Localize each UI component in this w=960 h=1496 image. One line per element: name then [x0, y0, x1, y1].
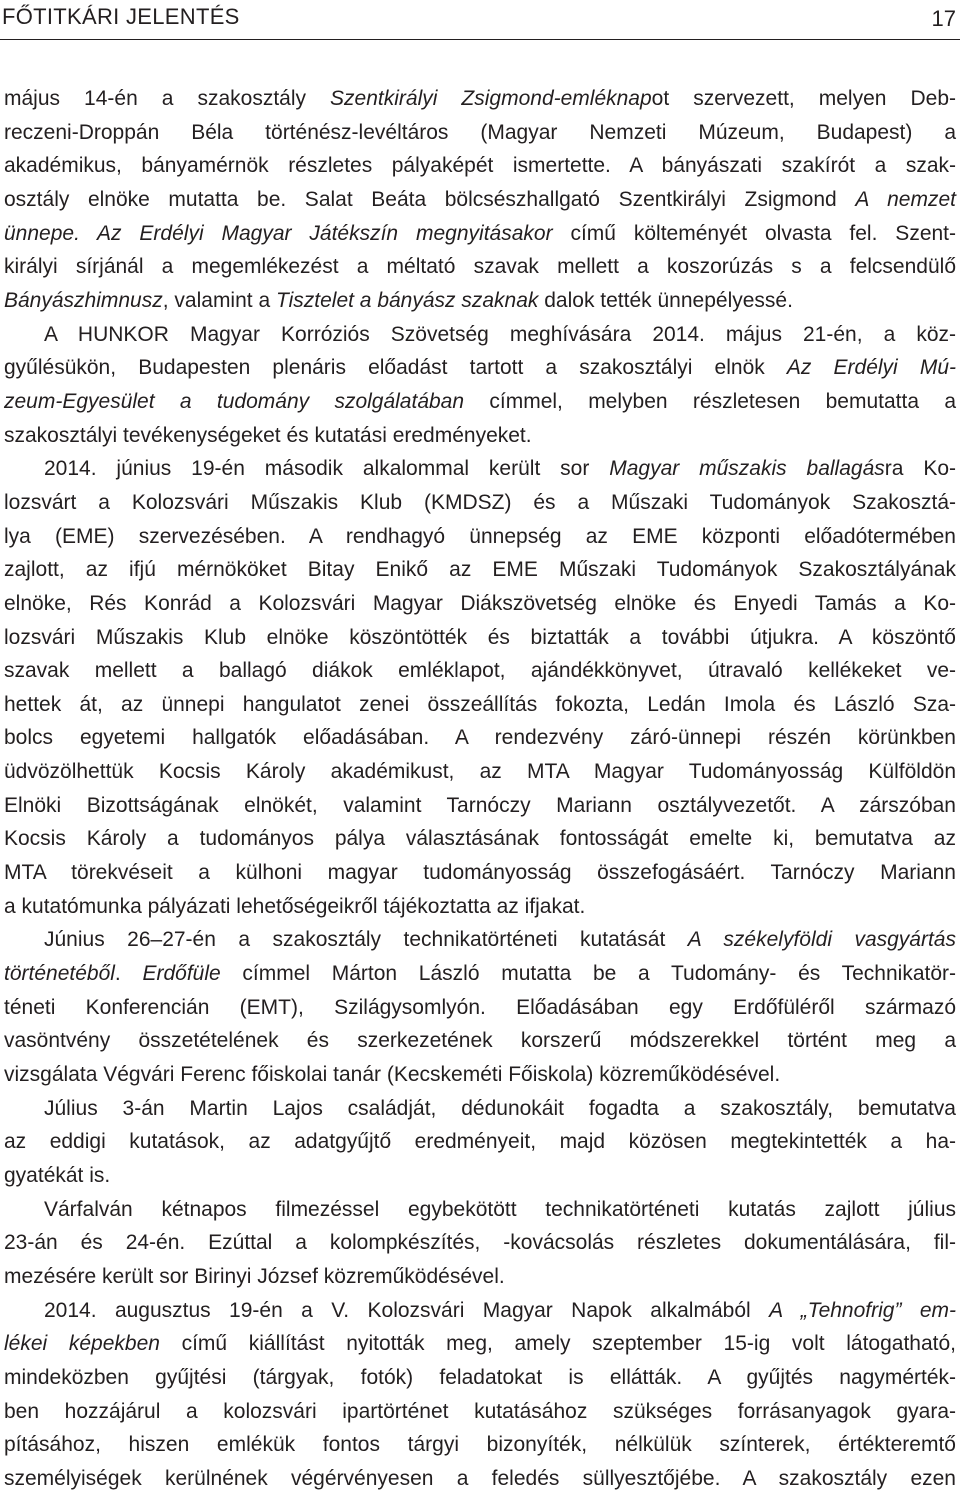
text-run: hettek át, az ünnepi hangulatot zenei összeállítás fokozta, Ledán Imola és László Sza-: [4, 692, 956, 716]
text-line: [4, 452, 956, 486]
text-line: [4, 621, 956, 655]
text-line: [4, 419, 956, 453]
text-line: [4, 1428, 956, 1462]
text-run: vizsgálata Végvári Ferenc főiskolai tanár (Kecskeméti Főiskola) közreműködésével.: [4, 1063, 781, 1087]
text-run: Várfalván kétnapos filmezéssel egybekötött technikatörténeti kutatás zajlott július: [44, 1197, 956, 1221]
italic-title: Erdőfüle: [142, 962, 221, 986]
text-line: [4, 721, 956, 755]
text-line: [4, 1361, 956, 1395]
text-line: [4, 1294, 956, 1328]
text-line: [4, 250, 956, 284]
italic-title: ünnepe. Az Erdélyi Magyar Játékszín megnyitásakor: [4, 221, 553, 245]
text-line: [4, 957, 956, 991]
text-run: mezésére került sor Birinyi József közreműködésével.: [4, 1264, 505, 1288]
text-run: 2014. június 19-én második alkalommal került sor: [44, 457, 610, 481]
text-run: dalok tették ünnepélyessé.: [538, 288, 793, 312]
text-line: [4, 553, 956, 587]
text-line: [4, 1092, 956, 1126]
text-line: [4, 1193, 956, 1227]
text-line: [4, 890, 956, 924]
text-line: [4, 520, 956, 554]
text-run: a kutatómunka pályázati lehetőségeikről tájékoztatta az ifjakat.: [4, 894, 586, 918]
text-run: ot szervezett, melyen Deb-: [651, 87, 956, 110]
text-run: téneti Konferencián (EMT), Szilágysomlyón. Előadásában egy Erdőfüléről származó: [4, 995, 956, 1019]
text-run: szavak mellett a ballagó diákok emléklapot, ajándékkönyvet, útravaló kellékeket ve-: [4, 659, 956, 683]
text-run: akadémikus, bányamérnök részletes pályaképét ismertette. A bányászati szakírót a szak-: [4, 154, 956, 178]
text-line: [4, 217, 956, 251]
text-line: [4, 654, 956, 688]
text-run: szakosztályi tevékenységeket és kutatási eredményeket.: [4, 423, 532, 447]
text-run: Kocsis Károly a tudományos pálya választásának fontosságát emelte ki, bemutatva az: [4, 827, 956, 851]
text-run: üdvözölhettük Kocsis Károly akadémikust, az MTA Magyar Tudományosság Külföldön: [4, 760, 956, 784]
text-line: [4, 1260, 956, 1294]
text-run: királyi sírjánál a megemlékezést a méltató szavak mellett a koszorúzás s a felcsendülő: [4, 255, 956, 279]
italic-title: A „Tehnofrig” em-: [769, 1298, 957, 1322]
text-run: címmel Márton László mutatta be a Tudomány- és Technikatör-: [220, 962, 957, 986]
text-line: [4, 1159, 956, 1193]
text-run: .: [114, 962, 143, 986]
text-run: A HUNKOR Magyar Korróziós Szövetség meghívására 2014. május 21-én, a köz-: [44, 322, 956, 346]
text-line: [4, 856, 956, 890]
text-line: [4, 149, 956, 183]
text-run: lozsvári Műszakis Klub elnöke köszöntötték és biztatták a további útjukra. A köszöntő: [4, 625, 956, 649]
text-line: [4, 351, 956, 385]
text-run: május 14-én a szakosztály: [4, 87, 331, 110]
text-run: Július 3-án Martin Lajos családját, dédunokáit fogadta a szakosztály, bemutatva: [44, 1096, 956, 1120]
text-line: [4, 1395, 956, 1429]
text-line: [4, 318, 956, 352]
text-line: [4, 1462, 956, 1496]
text-run: lya (EME) szervezésében. A rendhagyó ünnepség az EME központi előadótermében: [4, 524, 956, 548]
text-run: 23-án és 24-én. Ezúttal a kolompkészítés, -kovácsolás részletes dokumentálására, fil-: [4, 1231, 956, 1255]
text-line: [4, 1024, 956, 1058]
text-run: , valamint a: [162, 288, 276, 312]
text-run: címmel, melyben részletesen bemutatta a: [464, 389, 956, 413]
italic-title: történetéből: [4, 962, 115, 986]
running-title: FŐTITKÁRI JELENTÉS: [2, 4, 240, 29]
italic-title: Magyar műszakis ballagás: [609, 457, 885, 481]
text-line: [4, 183, 956, 217]
text-run: zajlott, az ifjú mérnököket Bitay Enikő az EME Műszaki Tudományok Szakosztályának: [4, 558, 956, 582]
text-run: vasöntvény összetételének és szerkezetének korszerű módszerekkel történt meg a: [4, 1029, 956, 1053]
text-run: gyatékát is.: [4, 1164, 111, 1187]
page-number: 17: [931, 6, 956, 31]
text-line: [4, 116, 956, 150]
text-line: [4, 1125, 956, 1159]
text-run: bolcs egyetemi hallgatók előadásában. A rendezvény záró-ünnepi részén körünkben: [4, 726, 956, 750]
text-run: az eddigi kutatások, az adatgyűjtő eredményeit, majd közösen megtekintették a ha-: [4, 1130, 956, 1154]
text-line: [4, 587, 956, 621]
text-run: című kiállítást nyitották meg, amely szeptember 15-ig volt látogatható,: [159, 1332, 956, 1356]
text-run: személyiségek kerülnének végérvényesen a feledés süllyesztőjébe. A szakosztály ezen: [4, 1466, 956, 1490]
italic-title: Tisztelet a bányász szaknak: [275, 288, 539, 312]
text-run: pításához, hiszen emlékük fontos tárgyi bizonyíték, nélkülük színterek, értékteremtő: [4, 1433, 956, 1457]
text-line: [4, 688, 956, 722]
text-line: [4, 82, 956, 116]
text-run: lozsvárt a Kolozsvári Műszakis Klub (KMDSZ) és a Műszaki Tudományok Szakosztá-: [4, 490, 956, 514]
text-line: [4, 1058, 956, 1092]
italic-title: Bányászhimnusz: [4, 288, 163, 312]
italic-title: zeum-Egyesület a tudomány szolgálatában: [4, 389, 465, 413]
text-run: Június 26–27-én a szakosztály technikatörténeti kutatását: [44, 928, 688, 952]
text-line: [4, 1226, 956, 1260]
text-run: osztály elnöke mutatta be. Salat Beáta bölcsészhallgató Szentkirályi Zsigmond: [4, 187, 856, 211]
italic-title: A székelyföldi vasgyártás: [687, 928, 956, 952]
header-rule: [0, 39, 960, 40]
page-header: [0, 2, 960, 42]
body-text: [4, 82, 956, 1496]
text-run: gyűlésükön, Budapesten plenáris előadást tartott a szakosztályi elnök: [4, 356, 787, 380]
text-line: [4, 486, 956, 520]
text-run: 2014. augusztus 19-én a V. Kolozsvári Magyar Napok alkalmából: [44, 1298, 770, 1322]
text-line: [4, 789, 956, 823]
text-line: [4, 284, 956, 318]
italic-title: Szentkirályi Zsigmond-emléknap: [330, 87, 652, 110]
text-line: [4, 385, 956, 419]
text-line: [4, 1327, 956, 1361]
text-run: című költeményét olvasta fel. Szent-: [552, 221, 956, 245]
text-line: [4, 755, 956, 789]
italic-title: lékei képekben: [4, 1332, 160, 1356]
text-run: MTA törekvéseit a külhoni magyar tudományosság összefogásáért. Tarnóczy Mariann: [4, 861, 956, 885]
text-line: [4, 822, 956, 856]
text-run: mindeközben gyűjtési (tárgyak, fotók) feladatokat is ellátták. A gyűjtés nagymérték-: [4, 1365, 956, 1389]
text-run: ben hozzájárul a kolozsvári ipartörténet kutatásához szükséges forrásanyagok gyara-: [4, 1399, 956, 1423]
text-run: Elnöki Bizottságának elnökét, valamint Tarnóczy Mariann osztályvezetőt. A zárszóban: [4, 793, 956, 817]
italic-title: Az Erdélyi Mú-: [786, 356, 957, 380]
italic-title: A nemzet: [855, 187, 956, 211]
text-run: elnöke, Rés Konrád a Kolozsvári Magyar Diákszövetség elnöke és Enyedi Tamás a Ko-: [4, 591, 956, 615]
text-run: reczeni-Droppán Béla történész-levéltáros (Magyar Nemzeti Múzeum, Budapest) a: [4, 120, 956, 144]
text-line: [4, 991, 956, 1025]
text-line: [4, 923, 956, 957]
text-run: ra Ko-: [884, 457, 956, 481]
